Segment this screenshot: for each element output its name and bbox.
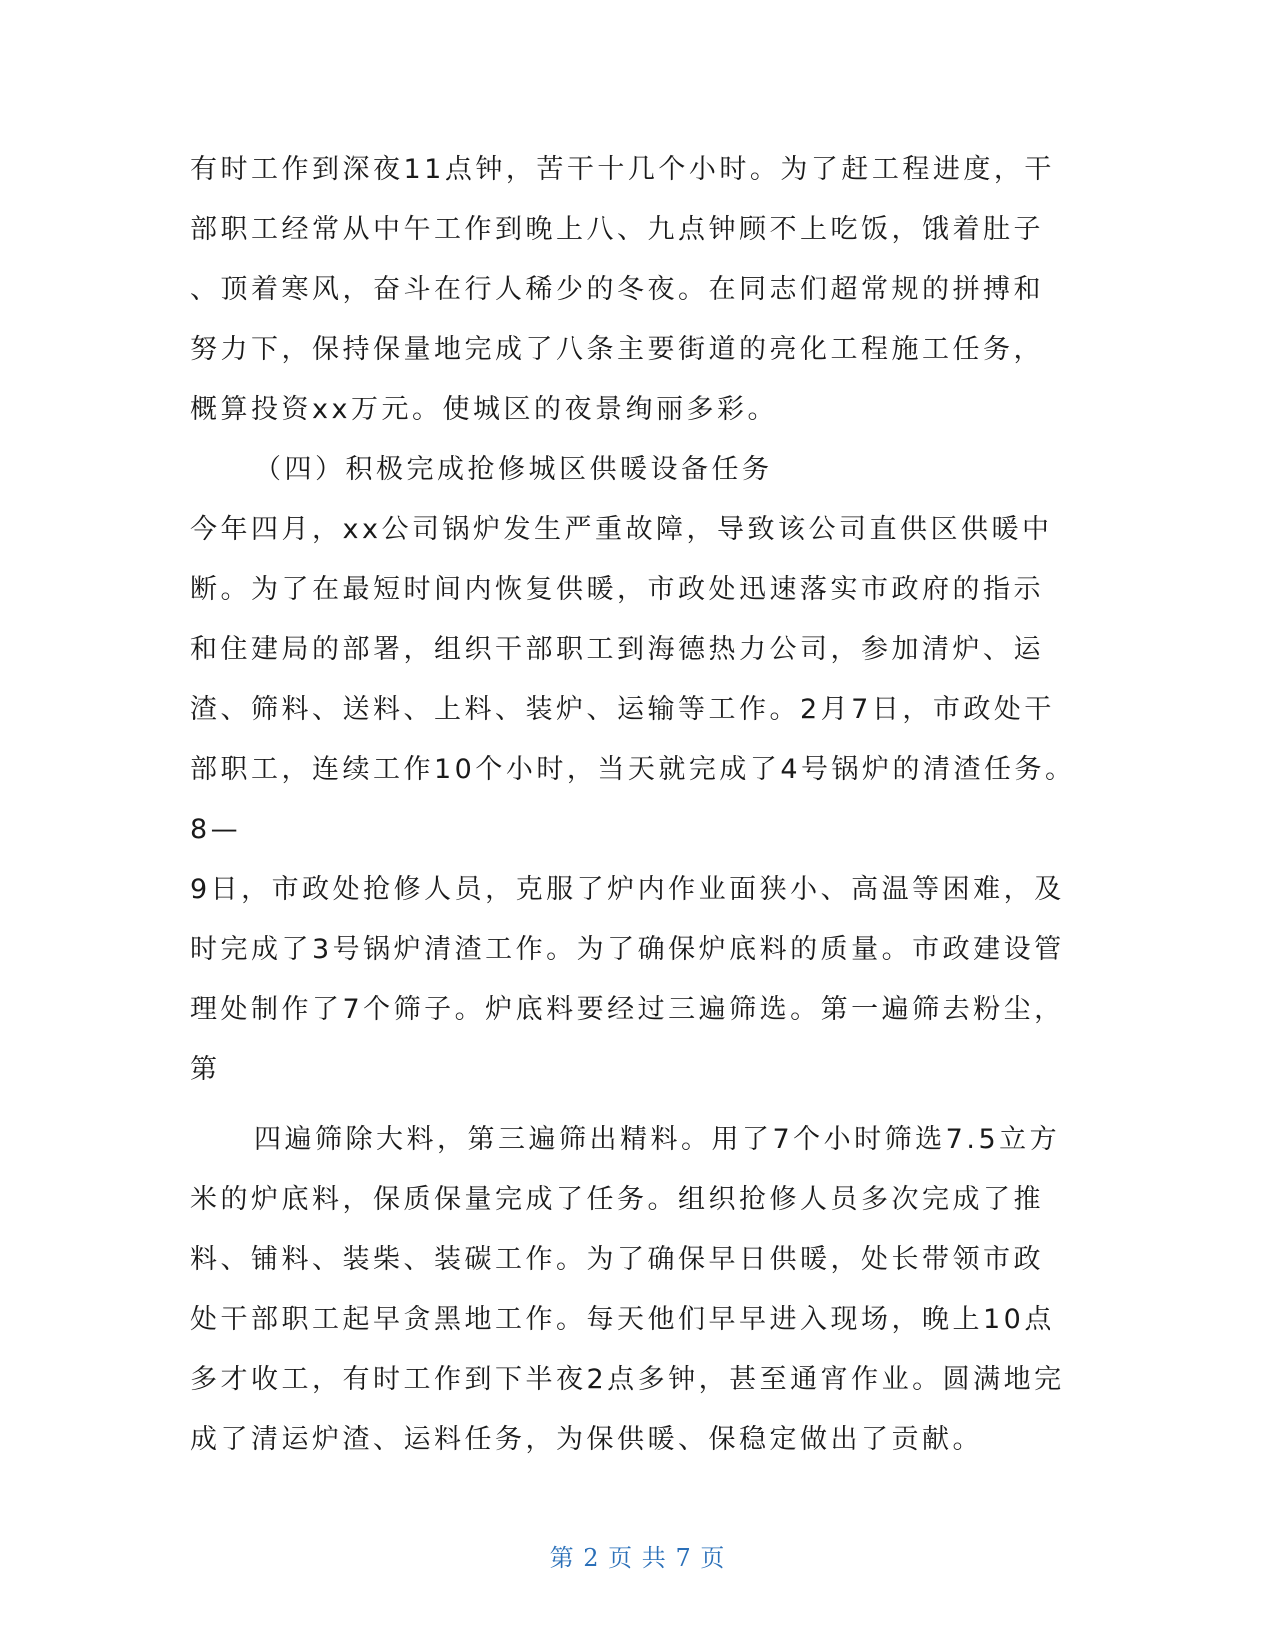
text-line: 部职工经常从中午工作到晚上八、九点钟顾不上吃饭，饿着肚子 — [190, 214, 1044, 245]
text-line: 概算投资xx万元。使城区的夜景绚丽多彩。 — [190, 394, 778, 425]
text-line: 米的炉底料，保质保量完成了任务。组织抢修人员多次完成了推 — [190, 1184, 1044, 1215]
text-line: 断。为了在最短时间内恢复供暖，市政处迅速落实市政府的指示 — [190, 574, 1044, 605]
section-heading: （四）积极完成抢修城区供暖设备任务 — [254, 454, 773, 485]
body-text-block-a — [190, 140, 1090, 1100]
text-line: 8— — [190, 814, 242, 845]
text-line: 今年四月，xx公司锅炉发生严重故障，导致该公司直供区供暖中 — [190, 514, 1053, 545]
text-line: 渣、筛料、送料、上料、装炉、运输等工作。2月7日，市政处干 — [190, 694, 1055, 725]
text-line: 第 — [190, 1054, 221, 1085]
text-line: 时完成了3号锅炉清渣工作。为了确保炉底料的质量。市政建设管 — [190, 934, 1065, 965]
text-line: 和住建局的部署，组织干部职工到海德热力公司，参加清炉、运 — [190, 634, 1044, 665]
text-line: 9日，市政处抢修人员，克服了炉内作业面狭小、高温等困难，及 — [190, 874, 1065, 905]
body-text-block-b — [190, 1110, 1090, 1470]
text-line: 处干部职工起早贪黑地工作。每天他们早早进入现场，晚上10点 — [190, 1304, 1055, 1335]
text-line: 、顶着寒风，奋斗在行人稀少的冬夜。在同志们超常规的拼搏和 — [190, 274, 1044, 305]
text-line: 部职工，连续工作10个小时，当天就完成了4号锅炉的清渣任务。 — [190, 754, 1076, 785]
text-line: 努力下，保持保量地完成了八条主要街道的亮化工程施工任务， — [190, 334, 1044, 365]
text-line: 有时工作到深夜11点钟，苦干十几个小时。为了赶工程进度，干 — [190, 154, 1055, 185]
text-line: 理处制作了7个筛子。炉底料要经过三遍筛选。第一遍筛去粉尘， — [190, 994, 1065, 1025]
text-line: 四遍筛除大料，第三遍筛出精料。用了7个小时筛选7.5立方 — [254, 1124, 1061, 1155]
text-line: 料、铺料、装柴、装碳工作。为了确保早日供暖，处长带领市政 — [190, 1244, 1044, 1275]
text-line: 多才收工，有时工作到下半夜2点多钟，甚至通宵作业。圆满地完 — [190, 1364, 1065, 1395]
text-line: 成了清运炉渣、运料任务，为保供暖、保稳定做出了贡献。 — [190, 1424, 983, 1455]
page-number-footer: 第 2 页 共 7 页 — [549, 1544, 726, 1572]
